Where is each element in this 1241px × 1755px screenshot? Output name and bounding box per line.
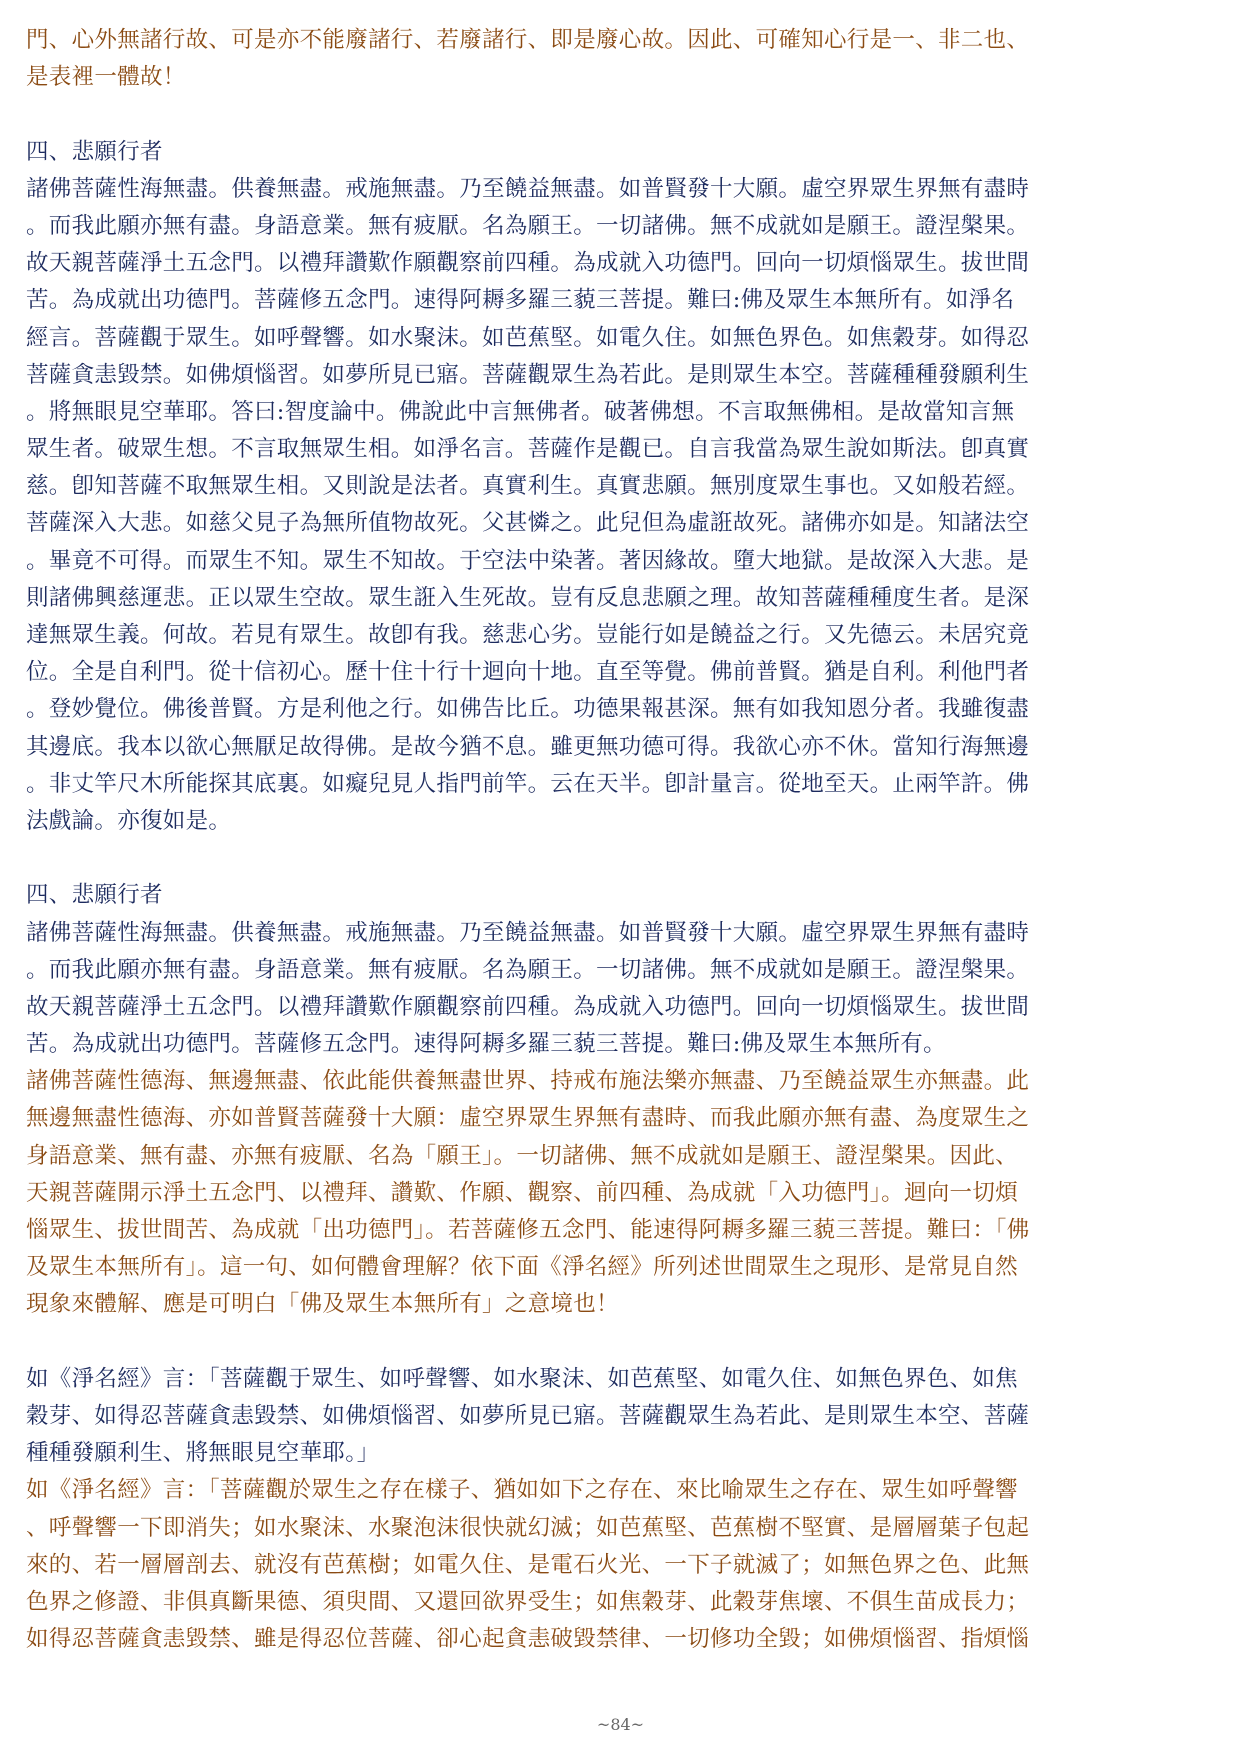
text-line: 如《淨名經》言：「菩薩觀于眾生、如呼聲響、如水聚沫、如芭蕉堅、如電久住、如無色界色、如焦	[26, 1365, 1018, 1392]
text-line: 及眾生本無所有」。這一句、如何體會理解？依下面《淨名經》所列述世間眾生之現形、是常見自然	[26, 1254, 1018, 1281]
text-line: 其邊底。我本以欲心無厭足故得佛。是故今猶不息。雖更無功德可得。我欲心亦不休。當知行海無邊	[26, 733, 1030, 760]
text-line: 達無眾生義。何故。若見有眾生。故卽有我。慈悲心劣。豈能行如是饒益之行。又先德云。未居究竟	[26, 622, 1030, 648]
text-line: 則諸佛興慈運悲。正以眾生空故。眾生誑入生死故。豈有反息悲願之理。故知菩薩種種度生者。是深	[26, 584, 1030, 611]
text-line: 。畢竟不可得。而眾生不知。眾生不知故。于空法中染著。著因緣故。墮大地獄。是故深入大悲。是	[26, 547, 1030, 574]
document-body	[26, 22, 1216, 1658]
text-line: 無邊無盡性德海、亦如普賢菩薩發十大願：虛空界眾生界無有盡時、而我此願亦無有盡、為度眾生之	[26, 1105, 1030, 1132]
text-line: 如得忍菩薩貪恚毀禁、雖是得忍位菩薩、卻心起貪恚破毀禁律、一切修功全毀；如佛煩惱習、指煩惱	[26, 1626, 1030, 1653]
text-line: 是表裡一體故！	[26, 64, 186, 91]
text-line: 天親菩薩開示淨土五念門、以禮拜、讚歎、作願、觀察、前四種、為成就「入功德門」。迴向一切煩	[26, 1179, 1018, 1206]
text-line: 。登妙覺位。佛後普賢。方是利他之行。如佛告比丘。功德果報甚深。無有如我知恩分者。我雖復盡	[26, 696, 1030, 723]
paragraph-gap	[26, 96, 1216, 133]
text-line: 穀芽、如得忍菩薩貪恚毀禁、如佛煩惱習、如夢所見已寤。菩薩觀眾生為若此、是則眾生本空、菩薩	[26, 1402, 1030, 1429]
page-number: ~84~	[596, 1715, 645, 1734]
text-line: 諸佛菩薩性海無盡。供養無盡。戒施無盡。乃至饒益無盡。如普賢發十大願。虛空界眾生界無有盡時	[26, 175, 1030, 202]
text-line: 菩薩深入大悲。如慈父見子為無所值物故死。父甚憐之。此兒但為虛誑故死。諸佛亦如是。知諸法空	[26, 510, 1030, 537]
text-line: 。將無眼見空華耶。答曰:智度論中。佛說此中言無佛者。破著佛想。不言取無佛相。是故當知言無	[26, 398, 1015, 425]
text-line: 門、心外無諸行故、可是亦不能廢諸行、若廢諸行、即是廢心故。因此、可確知心行是一、非二也、	[26, 27, 1030, 53]
paragraph-gap	[26, 840, 1216, 877]
text-line: 諸佛菩薩性海無盡。供養無盡。戒施無盡。乃至饒益無盡。如普賢發十大願。虛空界眾生界無有盡時	[26, 919, 1030, 946]
source-text-block	[26, 877, 1216, 1063]
text-line: 、呼聲響一下即消失；如水聚沫、水聚泡沫很快就幻滅；如芭蕉堅、芭蕉樹不堅實、是層層葉子包起	[26, 1514, 1030, 1541]
text-line: 故天親菩薩淨土五念門。以禮拜讚歎作願觀察前四種。為成就入功德門。回向一切煩惱眾生。拔世間	[26, 250, 1030, 277]
paragraph-gap	[26, 1324, 1216, 1361]
text-line: 惱眾生、拔世間苦、為成就「出功德門」。若菩薩修五念門、能速得阿耨多羅三藐三菩提。難曰：「佛	[26, 1217, 1030, 1243]
commentary-block	[26, 1063, 1216, 1323]
text-line: 法戲論。亦復如是。	[26, 807, 232, 834]
text-line: 來的、若一層層剖去、就沒有芭蕉樹；如電久住、是電石火光、一下子就滅了；如無色界之色、此無	[26, 1551, 1030, 1578]
text-line: 苦。為成就出功德門。菩薩修五念門。速得阿耨多羅三藐三菩提。難曰:佛及眾生本無所有。	[26, 1031, 946, 1058]
text-line: 諸佛菩薩性德海、無邊無盡、依此能供養無盡世界、持戒布施法樂亦無盡、乃至饒益眾生亦無盡。此	[26, 1068, 1030, 1095]
text-line: 。而我此願亦無有盡。身語意業。無有疲厭。名為願王。一切諸佛。無不成就如是願王。證涅槃果。	[26, 212, 1030, 239]
text-line: 色界之修證、非俱真斷果德、須臾間、又還回欲界受生；如焦穀芽、此穀芽焦壞、不俱生苗成長力；	[26, 1588, 1030, 1615]
text-line: 眾生者。破眾生想。不言取無眾生相。如淨名言。菩薩作是觀已。自言我當為眾生說如斯法。卽真實	[26, 436, 1030, 463]
text-line: 四、悲願行者	[26, 882, 163, 909]
commentary-block	[26, 1472, 1216, 1658]
text-line: 位。全是自利門。從十信初心。歷十住十行十迴向十地。直至等覺。佛前普賢。猶是自利。利他門者	[26, 659, 1030, 686]
text-line: 如《淨名經》言：「菩薩觀於眾生之存在樣子、猶如如下之存在、來比喻眾生之存在、眾生如呼聲響	[26, 1477, 1018, 1504]
text-line: 四、悲願行者	[26, 138, 163, 165]
text-line: 種種發願利生、將無眼見空華耶。」	[26, 1440, 380, 1467]
text-line: 菩薩貪恚毀禁。如佛煩惱習。如夢所見已寤。菩薩觀眾生為若此。是則眾生本空。菩薩種種發願利生	[26, 361, 1030, 388]
text-line: 。而我此願亦無有盡。身語意業。無有疲厭。名為願王。一切諸佛。無不成就如是願王。證涅槃果。	[26, 956, 1030, 983]
source-text-block	[26, 134, 1216, 841]
commentary-block	[26, 22, 1216, 96]
text-line: 經言。菩薩觀于眾生。如呼聲響。如水聚沫。如芭蕉堅。如電久住。如無色界色。如焦穀芽。如得忍	[26, 324, 1030, 351]
text-line: 故天親菩薩淨土五念門。以禮拜讚歎作願觀察前四種。為成就入功德門。回向一切煩惱眾生。拔世間	[26, 993, 1030, 1020]
source-text-block	[26, 1361, 1216, 1473]
text-line: 現象來體解、應是可明白「佛及眾生本無所有」之意境也！	[26, 1291, 619, 1318]
text-line: 苦。為成就出功德門。菩薩修五念門。速得阿耨多羅三藐三菩提。難曰:佛及眾生本無所有。如淨名	[26, 287, 1015, 314]
text-line: 。非丈竿尺木所能探其底裏。如癡兒見人指門前竿。云在天半。卽計量言。從地至天。止兩竿許。佛	[26, 770, 1030, 797]
text-line: 身語意業、無有盡、亦無有疲厭、名為「願王」。一切諸佛、無不成就如是願王、證涅槃果。因此、	[26, 1142, 1018, 1169]
text-line: 慈。卽知菩薩不取無眾生相。又則說是法者。真實利生。真實悲願。無別度眾生事也。又如般若經。	[26, 473, 1030, 500]
